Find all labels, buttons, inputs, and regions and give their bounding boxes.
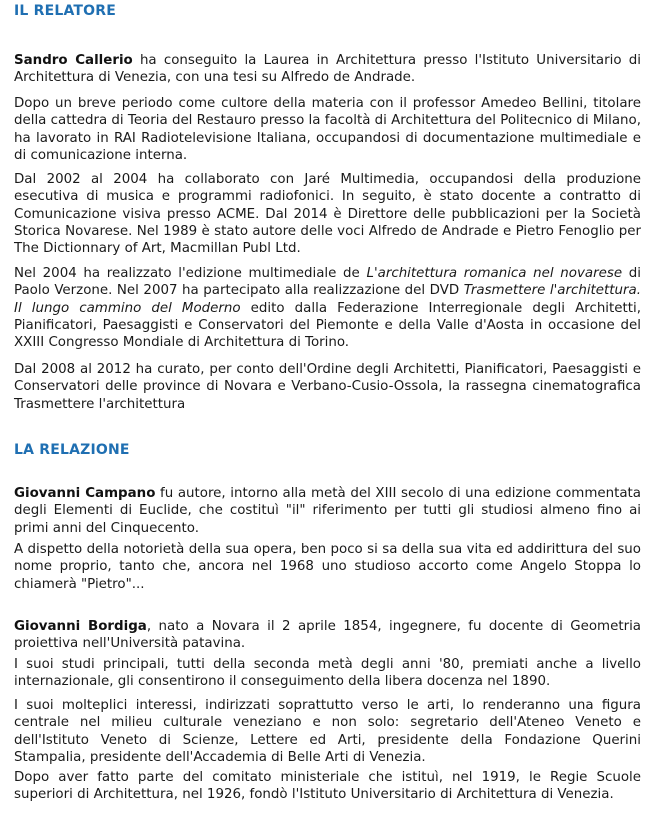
- campano-paragraph-1: [14, 485, 641, 537]
- bordiga-p1-text: , nato a Novara il 2 aprile 1854, ingegnere, fu docente di Geometria proiettiva nell'Università patavina.: [14, 619, 642, 652]
- relatore-paragraph-5: Dal 2008 al 2012 ha curato, per conto dell'Ordine degli Architetti, Pianificatori, Paesaggisti e Conservatori delle province di Novara e Verbano-Cusio-Ossola, la rassegna cinematografica Trasmettere l'architettura: [14, 362, 641, 412]
- heading-la-relazione: LA RELAZIONE: [14, 442, 130, 458]
- relatore-p4-e: edito dalla Federazione Interregionale degli Architetti, Pianificatori, Paesaggisti e Conservatori del Piemonte e della Valle d'Aosta in occasione del XXIII Congresso Mondiale di Architettura di Torino.: [14, 300, 641, 351]
- heading-il-relatore: IL RELATORE: [14, 3, 117, 19]
- relatore-paragraph-1: [14, 52, 641, 87]
- relatore-paragraph-4: [14, 265, 641, 351]
- relatore-p4-a: Nel 2004 ha realizzato l'edizione multimediale de: [14, 266, 367, 281]
- relatore-p4-title-2: Trasmettere l'architettura. Il lungo cammino del Moderno: [14, 283, 641, 316]
- campano-name: Giovanni Campano: [14, 486, 156, 501]
- campano-paragraph-2: A dispetto della notorietà della sua opera, ben poco si sa della sua vita ed addirittura del suo nome proprio, tanto che, ancora nel 1968 uno studioso accorto come Angelo Stoppa lo chiamerà "Pietro"...: [14, 542, 641, 592]
- relatore-p4-c: di Paolo Verzone. Nel 2007 ha partecipato alla realizzazione del DVD: [14, 266, 641, 299]
- bordiga-paragraph-2: I suoi studi principali, tutti della seconda metà degli anni '80, premiati anche a livello internazionale, gli consentirono il conseguimento della libera docenza nel 1890.: [14, 657, 641, 690]
- relatore-paragraph-3: Dal 2002 al 2004 ha collaborato con Jaré Multimedia, occupandosi della produzione esecutiva di musica e programmi radiofonici. In seguito, è stato docente a contratto di Comunicazione visiva presso ACME. Dal 2014 è Direttore delle pubblicazioni per la Società Storica Novarese. Nel 1989 è stato autore delle voci Alfredo de Andrade e Pietro Fenoglio per The Dictionnary of Art, Macmillan Publ Ltd.: [14, 172, 641, 257]
- bordiga-paragraph-3: I suoi molteplici interessi, indirizzati soprattutto verso le arti, lo renderanno una figura centrale nel milieu culturale veneziano e non solo: segretario dell'Ateneo Veneto e dell'Istituto Veneto di Scienze, Lettere ed Arti, presidente della Fondazione Querini Stampalia, presidente dell'Accademia di Belle Arti di Venezia.: [14, 698, 641, 765]
- relatore-name: Sandro Callerio: [14, 53, 133, 68]
- relatore-p1-text: ha conseguito la Laurea in Architettura presso l'Istituto Universitario di Architettura di Venezia, con una tesi su Alfredo de Andrade.: [14, 53, 641, 86]
- campano-p1-text: fu autore, intorno alla metà del XIII secolo di una edizione commentata degli Elementi di Euclide, che costituì "il" riferimento per tutti gli studiosi almeno fino ai primi anni del Cinquecento.: [14, 486, 641, 536]
- bordiga-name: Giovanni Bordiga: [14, 619, 147, 634]
- bordiga-paragraph-1: [14, 618, 641, 653]
- relatore-paragraph-2: Dopo un breve periodo come cultore della materia con il professor Amedeo Bellini, titolare della cattedra di Teoria del Restauro presso la facoltà di Architettura del Politecnico di Milano, ha lavorato in RAI Radiotelevisione Italiana, occupandosi di documentazione multimediale e di comunicazione interna.: [14, 96, 641, 163]
- bordiga-paragraph-4: Dopo aver fatto parte del comitato ministeriale che istituì, nel 1919, le Regie Scuole superiori di Architettura, nel 1926, fondò l'Istituto Universitario di Architettura di Venezia.: [14, 770, 641, 803]
- relatore-p4-title-1: L'architettura romanica nel novarese: [366, 266, 623, 281]
